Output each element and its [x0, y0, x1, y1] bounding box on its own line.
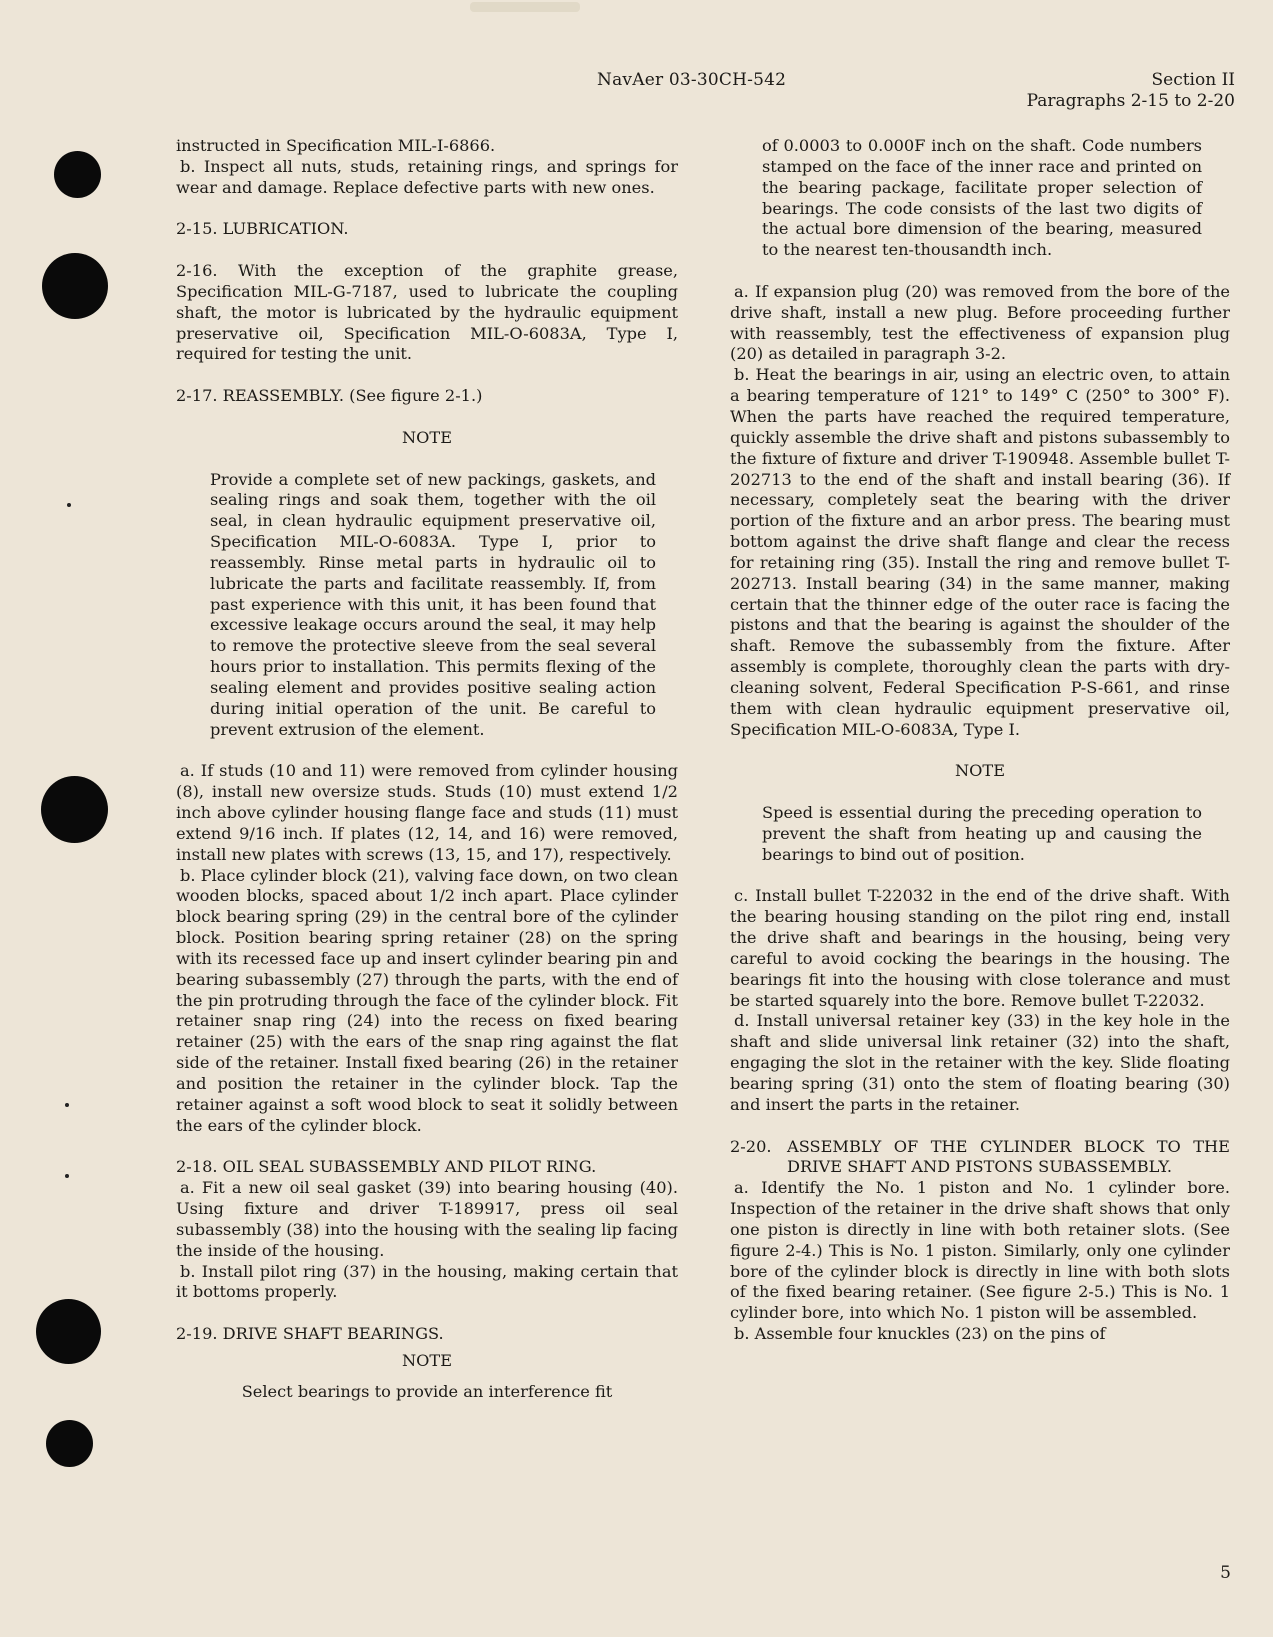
punch-hole-icon	[54, 151, 101, 198]
step-2-20-b: b. Assemble four knuckles (23) on the pins of	[734, 1324, 1106, 1344]
note-bearings-line1: Select bearings to provide an interference fit	[241, 1381, 613, 1401]
note-speed-body: Speed is essential during the preceding operation to prevent the shaft from heating up and causing the bearings to bind out of position.	[762, 803, 1202, 864]
paragraph-2-16: 2-16. With the exception of the graphite grease, Specification MIL-G-7187, used to lubricate the coupling shaft, the motor is lubricated by the hydraulic equipment preservative oil, Specification MIL-O-6083A, Type I, required for testing the unit.	[176, 261, 678, 364]
inspect-step-b: b. Inspect all nuts, studs, retaining rings, and springs for wear and damage. Replace defective parts with new ones.	[176, 156, 678, 197]
scan-speck	[65, 1174, 69, 1178]
step-2-17-b: b. Place cylinder block (21), valving face down, on two clean wooden blocks, spaced about 1/2 inch apart. Place cylinder block bearing spring (29) in the central bore of the cylinder block. Position bearing spring retainer (28) on the spring with its recessed face up and insert cylinder bearing pin and bearing subassembly (27) through the parts, with the end of the pin protruding through the face of the cylinder block. Fit retainer snap ring (24) into the recess on fixed bearing retainer (25) with the ears of the snap ring against the flat side of the retainer. Install fixed bearing (26) in the retainer and position the retainer in the cylinder block. Tap the retainer against a soft wood block to seat it solidly between the ears of the cylinder block.	[176, 865, 678, 1135]
scan-speck	[67, 503, 71, 507]
step-2-20-a: a. Identify the No. 1 piston and No. 1 cylinder bore. Inspection of the retainer in the drive shaft shows that only one piston is directly in line with both retainer slots. (See figure 2-4.) This is No. 1 piston. Similarly, only one cylinder bore of the cylinder block is directly in line with both slots of the fixed bearing retainer. (See figure 2-5.) This is No. 1 cylinder bore, into which No. 1 piston will be assembled.	[730, 1178, 1230, 1323]
heading-number: 2-20.	[730, 1136, 772, 1156]
step-2-18-b: b. Install pilot ring (37) in the housing, making certain that it bottoms properly.	[176, 1261, 678, 1302]
note-reassembly-body: Provide a complete set of new packings, gaskets, and sealing rings and soak them, together with the oil seal, in clean hydraulic equipment preservative oil, Specification MIL-O-6083A. Type I, prior to reassembly. Rinse metal parts in hydraulic oil to lubricate the parts and facilitate reassembly. If, from past experience with this unit, it has been found that excessive leakage occurs around the seal, it may help to remove the protective sleeve from the seal several hours prior to installation. This permits flexing of the sealing element and provides positive sealing action during initial operation of the unit. Be careful to prevent extrusion of the element.	[210, 469, 656, 739]
paragraph-range: Paragraphs 2-15 to 2-20	[1026, 91, 1235, 111]
section-label: Section II	[1151, 70, 1235, 90]
heading-2-17: 2-17. REASSEMBLY. (See figure 2-1.)	[176, 386, 483, 406]
punch-hole-icon	[41, 776, 108, 843]
punch-hole-icon	[36, 1299, 101, 1364]
note-title: NOTE	[401, 427, 453, 447]
scan-speck	[65, 1103, 69, 1107]
heading-2-18: 2-18. OIL SEAL SUBASSEMBLY AND PILOT RING.	[176, 1157, 597, 1177]
step-2-19-a: a. If expansion plug (20) was removed from the bore of the drive shaft, install a new plug. Before proceeding further with reassembly, test the effectiveness of expansion plug (20) as detailed in paragraph 3-2.	[730, 281, 1230, 364]
page-number: 5	[1220, 1563, 1231, 1583]
punch-hole-icon	[42, 253, 108, 319]
heading-2-15: 2-15. LUBRICATION.	[176, 219, 349, 239]
note-title: NOTE	[954, 761, 1006, 781]
heading-2-20	[730, 1137, 1230, 1179]
document-number: NavAer 03-30CH-542	[597, 70, 787, 90]
note-title: NOTE	[401, 1350, 453, 1370]
note-bearings-continuation: of 0.0003 to 0.000F inch on the shaft. Code numbers stamped on the face of the inner race and printed on the bearing package, facilitate proper selection of bearings. The code consists of the last two digits of the actual bore dimension of the bearing, measured to the nearest ten-thousandth inch.	[762, 136, 1202, 260]
step-2-18-a: a. Fit a new oil seal gasket (39) into bearing housing (40). Using fixture and driver T-189917, press oil seal subassembly (38) into the housing with the sealing lip facing the inside of the housing.	[176, 1178, 678, 1260]
right-column	[730, 136, 1230, 1345]
step-2-19-b: b. Heat the bearings in air, using an electric oven, to attain a bearing temperature of 121° to 149° C (250° to 300° F). When the parts have reached the required temperature, quickly assemble the drive shaft and pistons subassembly to the fixture of fixture and driver T-190948. Assemble bullet T-202713 to the end of the shaft and install bearing (36). If necessary, completely seat the bearing with the driver portion of the fixture and an arbor press. The bearing must bottom against the drive shaft flange and clear the recess for retaining ring (35). Install the ring and remove bullet T-202713. Install bearing (34) in the same manner, making certain that the thinner edge of the outer race is facing the pistons and that the bearing is against the shoulder of the shaft. Remove the subassembly from the fixture. After assembly is complete, thoroughly clean the parts with dry-cleaning solvent, Federal Specification P-S-661, and rinse them with clean hydraulic equipment preservative oil, Specification MIL-O-6083A, Type I.	[730, 365, 1230, 739]
step-2-19-d: d. Install universal retainer key (33) in the key hole in the shaft and slide universal link retainer (32) into the shaft, engaging the slot in the retainer with the key. Slide floating bearing spring (31) onto the stem of floating bearing (30) and insert the parts in the retainer.	[730, 1011, 1230, 1114]
heading-text: ASSEMBLY OF THE CYLINDER BLOCK TO THE DRIVE SHAFT AND PISTONS SUBASSEMBLY.	[787, 1136, 1230, 1177]
intro-continuation: instructed in Specification MIL-I-6866.	[176, 136, 496, 155]
scan-artifact	[470, 2, 580, 12]
step-2-17-a: a. If studs (10 and 11) were removed from cylinder housing (8), install new oversize studs. Studs (10) must extend 1/2 inch above cylinder housing flange face and studs (11) must extend 9/16 inch. If plates (12, 14, and 16) were removed, install new plates with screws (13, 15, and 17), respectively.	[176, 761, 678, 864]
heading-2-19: 2-19. DRIVE SHAFT BEARINGS.	[176, 1324, 444, 1344]
step-2-19-c: c. Install bullet T-22032 in the end of the drive shaft. With the bearing housing standing on the pilot ring end, install the drive shaft and bearings in the housing, being very careful to avoid cocking the bearings in the housing. The bearings fit into the housing with close tolerance and must be started squarely into the bore. Remove bullet T-22032.	[730, 886, 1230, 1010]
left-column	[176, 136, 678, 1403]
section-header	[1027, 70, 1235, 112]
punch-hole-icon	[46, 1420, 93, 1467]
